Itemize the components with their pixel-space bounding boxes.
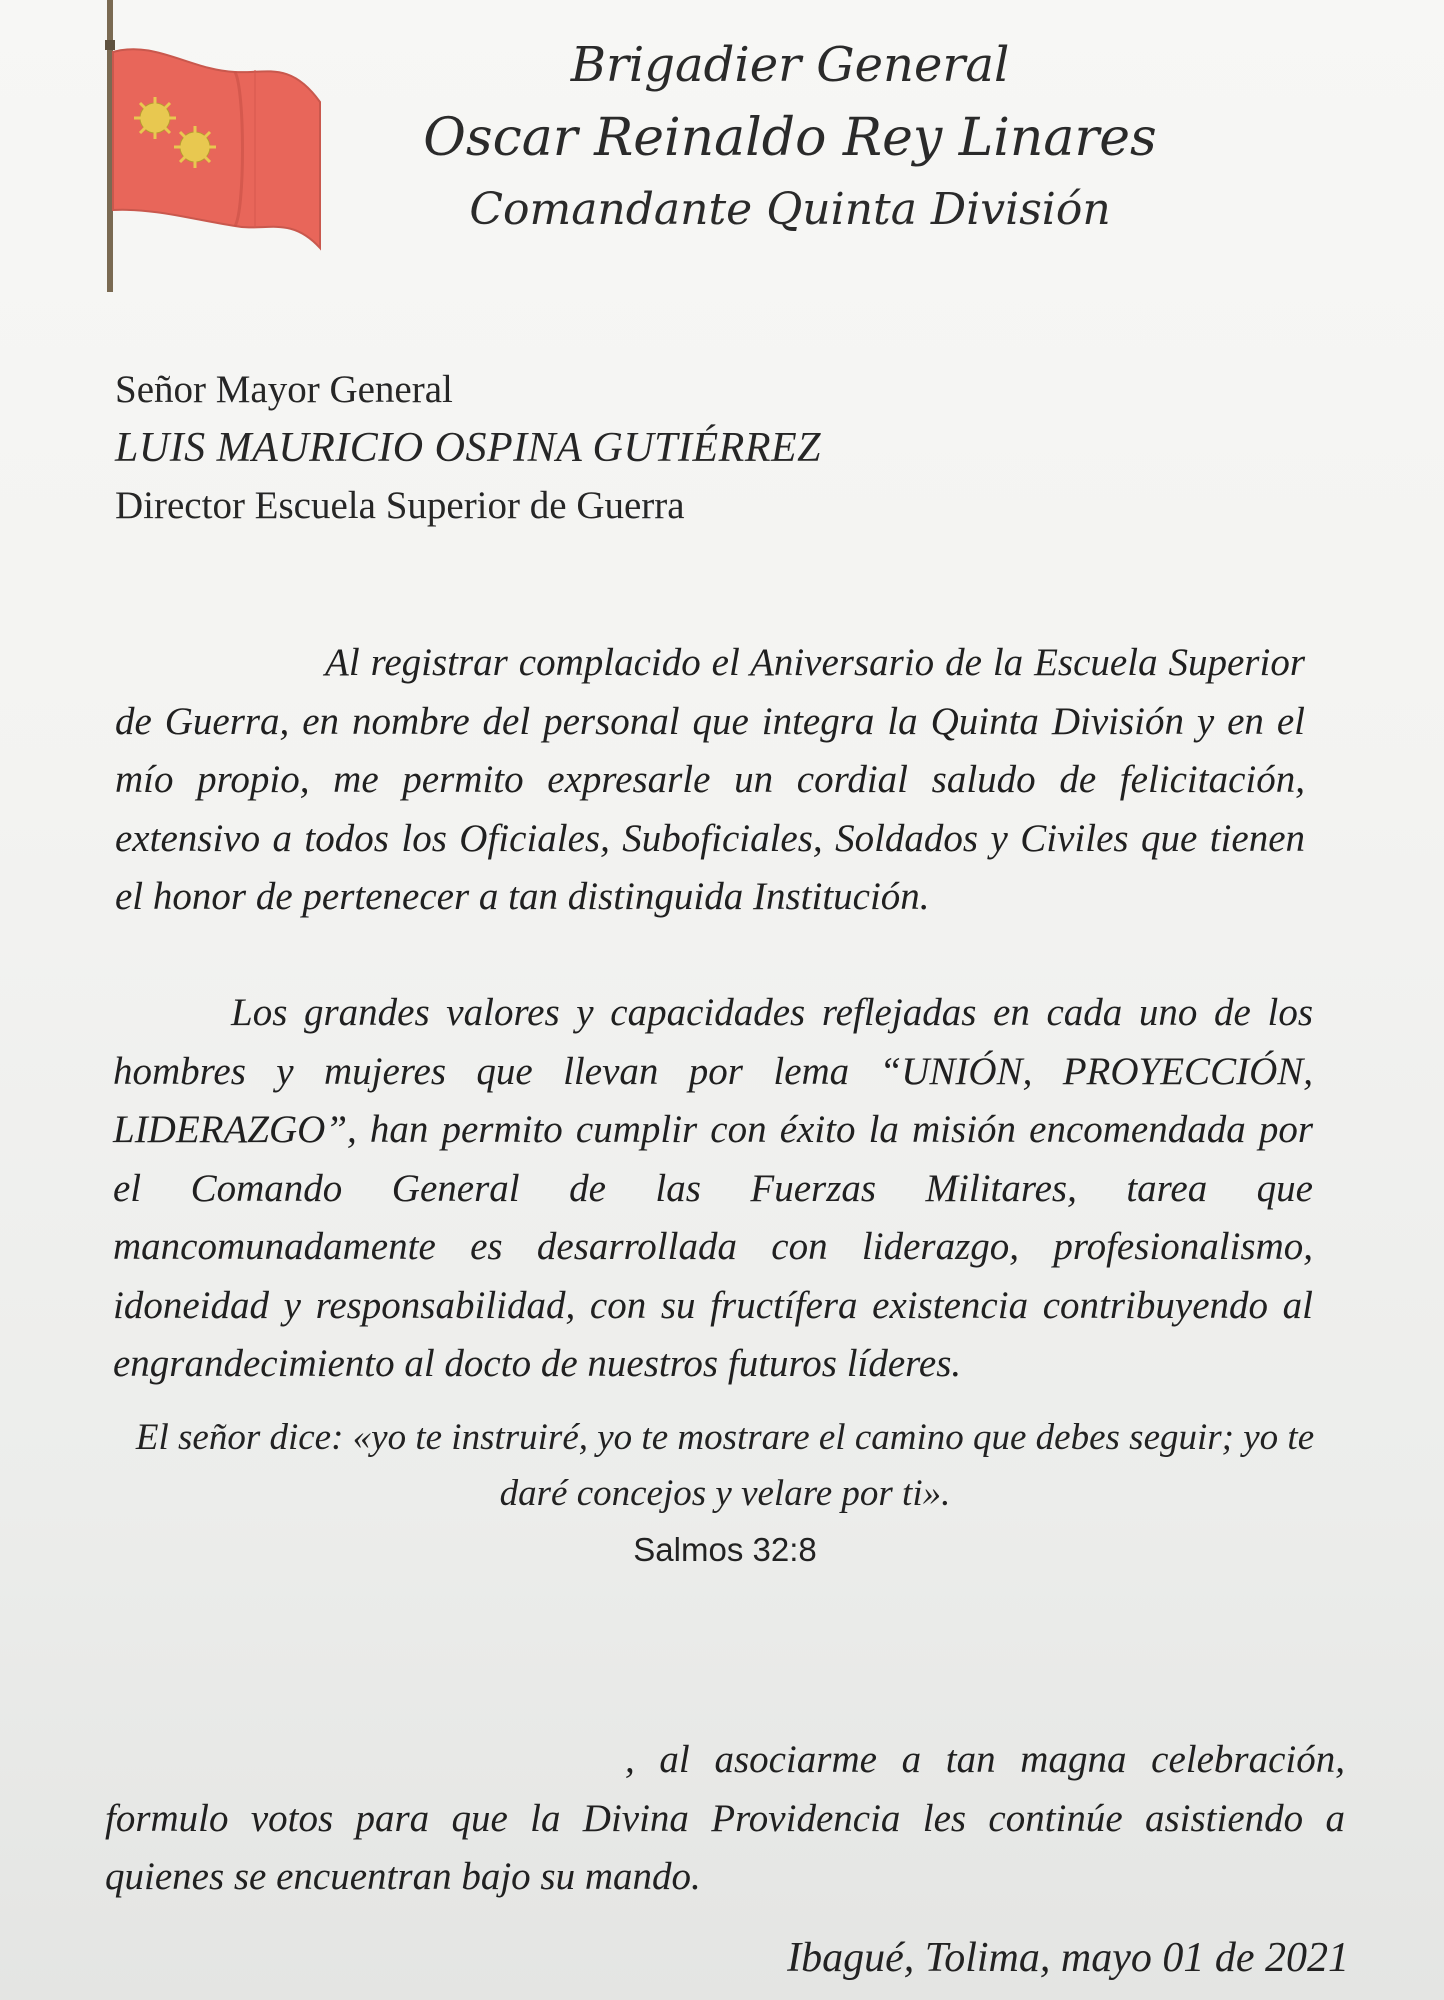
sender-name: Oscar Reinaldo Rey Linares [423, 108, 1157, 168]
quote-text: El señor dice: «yo te instruiré, yo te mostrare el camino que debes seguir; yo te daré concejos y velare por ti». [135, 1417, 1315, 1514]
body-paragraph-3: , al asociarme a tan magna celebración, formulo votos para que la Divina Providencia les continúe asistiendo a quienes se encuentran bajo su mando. [105, 1738, 1345, 1898]
quote-reference: Salmos 32:8 [633, 1531, 817, 1568]
addressee-title: Director Escuela Superior de Guerra [115, 484, 685, 527]
body-paragraph-2: Los grandes valores y capacidades reflejadas en cada uno de los hombres y mujeres que llevan por lema “UNIÓN, PROYECCIÓN, LIDERAZGO”, han permito cumplir con éxito la misión encomendada por el Comando General de las Fuerzas Militares, tarea que mancomunadamente es desarrollada con liderazgo, profesionalismo, idoneidad y responsabilidad, con su fructífera existencia contribuyendo al engrandecimiento al docto de nuestros futuros líderes. [113, 991, 1313, 1385]
letterhead [380, 30, 1200, 244]
addressee-block [115, 362, 1215, 534]
flag-icon [95, 0, 335, 300]
addressee-name: LUIS MAURICIO OSPINA GUTIÉRREZ [115, 425, 821, 471]
sender-position: Comandante Quinta División [469, 184, 1111, 235]
body-paragraph-1: Al registrar complacido el Aniversario de la Escuela Superior de Guerra, en nombre del personal que integra la Quinta División y en el mío propio, me permito expresarle un cordial saludo de felicitación, extensivo a todos los Oficiales, Suboficiales, Soldados y Civiles que tienen el honor de pertenecer a tan distinguida Institución. [115, 641, 1305, 918]
addressee-rank: Señor Mayor General [115, 368, 453, 411]
place-date: Ibagué, Tolima, mayo 01 de 2021 [787, 1935, 1349, 1981]
sender-rank: Brigadier General [570, 37, 1010, 93]
bible-quote [100, 1410, 1350, 1578]
